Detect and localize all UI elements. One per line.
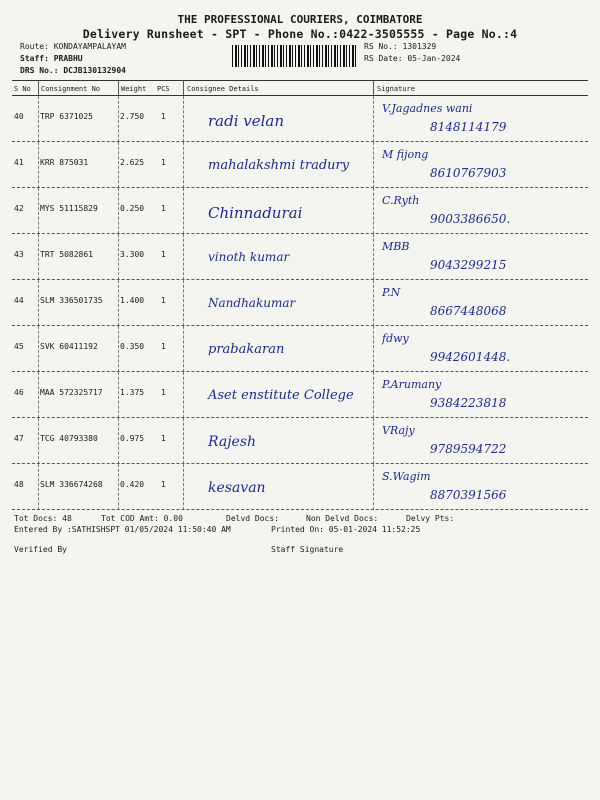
row-divider (118, 96, 119, 142)
table-row (12, 372, 588, 418)
col-consignee: Consignee Details (187, 85, 259, 93)
table-row (12, 142, 588, 188)
row-weight: 2.750 (120, 112, 145, 121)
row-pieces: 1 (161, 388, 166, 397)
row-pieces: 1 (161, 158, 166, 167)
row-weight: 0.350 (120, 342, 145, 351)
row-divider (183, 372, 184, 418)
row-divider (118, 188, 119, 234)
row-divider (118, 464, 119, 510)
row-divider (38, 280, 39, 326)
verified-by: Verified By (14, 545, 67, 554)
row-weight: 3.300 (120, 250, 145, 259)
consignee-name: radi velan (208, 112, 285, 130)
row-weight: 1.400 (120, 296, 145, 305)
row-divider (183, 418, 184, 464)
row-consignment-number: MYS 51115829 (40, 204, 98, 213)
col-divider (373, 80, 374, 95)
recipient-phone: 9003386650. (430, 212, 511, 226)
recipient-signature: MBB (382, 240, 410, 253)
row-pieces: 1 (161, 480, 166, 489)
row-consignment-number: TRT 5082861 (40, 250, 93, 259)
row-divider (38, 234, 39, 280)
table-row (12, 234, 588, 280)
row-consignment-number: MAA 572325717 (40, 388, 103, 397)
col-pcs: PCS (157, 85, 170, 93)
consignee-name: Chinnadurai (208, 204, 303, 222)
recipient-signature: V.Jagadnes wani (382, 102, 473, 115)
delivered-docs: Delvd Docs: (226, 514, 279, 523)
row-divider (38, 464, 39, 510)
header-top-rule (12, 80, 588, 81)
recipient-signature: fdwy (382, 332, 409, 345)
row-pieces: 1 (161, 342, 166, 351)
row-divider (38, 372, 39, 418)
row-divider (118, 280, 119, 326)
row-divider (373, 464, 374, 510)
consignee-name: Aset enstitute College (208, 388, 354, 403)
row-pieces: 1 (161, 204, 166, 213)
row-consignment-number: TCG 40793380 (40, 434, 98, 443)
col-signature: Signature (377, 85, 415, 93)
consignee-name: vinoth kumar (208, 250, 290, 264)
recipient-signature: S.Wagim (382, 470, 431, 483)
barcode (232, 45, 358, 67)
row-divider (118, 142, 119, 188)
staff-signature: Staff Signature (271, 545, 344, 554)
recipient-signature: P.Arumany (382, 378, 442, 391)
recipient-signature: P.N (382, 286, 401, 299)
recipient-signature: C.Ryth (382, 194, 420, 207)
drs-number: DRS No.: DCJB130132904 (20, 66, 126, 75)
row-divider (373, 142, 374, 188)
delivery-points: Delvy Pts: (406, 514, 455, 523)
row-divider (183, 464, 184, 510)
recipient-phone: 9043299215 (430, 258, 507, 272)
row-sno: 44 (14, 296, 24, 305)
row-weight: 0.420 (120, 480, 145, 489)
row-pieces: 1 (161, 112, 166, 121)
row-pieces: 1 (161, 296, 166, 305)
company-title: THE PROFESSIONAL COURIERS, COIMBATORE (177, 13, 423, 26)
rs-number: RS No.: 1301329 (364, 42, 437, 51)
row-divider (183, 96, 184, 142)
row-weight: 1.375 (120, 388, 145, 397)
col-divider (183, 80, 184, 95)
recipient-phone: 8148114179 (430, 120, 507, 134)
recipient-phone: 8610767903 (430, 166, 507, 180)
row-divider (118, 326, 119, 372)
route: Route: KONDAYAMPALAYAM (20, 42, 126, 51)
row-weight: 2.625 (120, 158, 145, 167)
row-divider (373, 372, 374, 418)
row-sno: 41 (14, 158, 24, 167)
row-sno: 40 (14, 112, 24, 121)
col-divider (118, 80, 119, 95)
total-cod: Tot COD Amt: 0.00 (101, 514, 183, 523)
col-sno: S No (14, 85, 31, 93)
row-consignment-number: KRR 875031 (40, 158, 89, 167)
col-consignment: Consignment No (41, 85, 101, 93)
row-divider (373, 234, 374, 280)
row-divider (373, 96, 374, 142)
consignee-name: prabakaran (208, 342, 285, 357)
recipient-phone: 9942601448. (430, 350, 511, 364)
row-sno: 43 (14, 250, 24, 259)
printed-on: Printed On: 05-01-2024 11:52:25 (271, 525, 421, 534)
row-divider (38, 188, 39, 234)
row-pieces: 1 (161, 250, 166, 259)
entered-by: Entered By :SATHISHSPT 01/05/2024 11:50:40 AM (14, 525, 231, 534)
row-weight: 0.250 (120, 204, 145, 213)
row-consignment-number: SLM 336501735 (40, 296, 103, 305)
row-divider (373, 280, 374, 326)
table-row (12, 464, 588, 510)
row-divider (118, 234, 119, 280)
row-separator (12, 509, 588, 510)
row-pieces: 1 (161, 434, 166, 443)
row-divider (38, 142, 39, 188)
recipient-phone: 8667448068 (430, 304, 507, 318)
recipient-signature: M fijong (382, 148, 429, 161)
table-row (12, 280, 588, 326)
row-divider (373, 326, 374, 372)
table-row (12, 96, 588, 142)
table-row (12, 188, 588, 234)
row-divider (38, 326, 39, 372)
table-row (12, 326, 588, 372)
recipient-phone: 9789594722 (430, 442, 507, 456)
row-divider (38, 418, 39, 464)
non-delivered-docs: Non Delvd Docs: (306, 514, 379, 523)
row-sno: 46 (14, 388, 24, 397)
consignee-name: kesavan (208, 480, 266, 496)
col-divider (38, 80, 39, 95)
row-sno: 48 (14, 480, 24, 489)
row-divider (183, 188, 184, 234)
row-consignment-number: TRP 6371025 (40, 112, 93, 121)
recipient-phone: 8870391566 (430, 488, 507, 502)
row-consignment-number: SLM 336674268 (40, 480, 103, 489)
row-sno: 47 (14, 434, 24, 443)
row-divider (183, 280, 184, 326)
rs-date: RS Date: 05-Jan-2024 (364, 54, 461, 63)
staff: Staff: PRABHU (20, 54, 83, 63)
total-docs: Tot Docs: 48 (14, 514, 72, 523)
consignee-name: mahalakshmi tradury (208, 158, 350, 173)
row-divider (183, 326, 184, 372)
row-divider (373, 188, 374, 234)
recipient-phone: 9384223818 (430, 396, 507, 410)
row-divider (38, 96, 39, 142)
consignee-name: Nandhakumar (208, 296, 296, 310)
row-divider (183, 234, 184, 280)
row-consignment-number: SVK 60411192 (40, 342, 98, 351)
row-divider (183, 142, 184, 188)
table-row (12, 418, 588, 464)
runsheet-subtitle: Delivery Runsheet - SPT - Phone No.:0422-3505555 - Page No.:4 (82, 27, 518, 41)
consignee-name: Rajesh (208, 434, 257, 450)
row-weight: 0.975 (120, 434, 145, 443)
row-sno: 42 (14, 204, 24, 213)
row-divider (373, 418, 374, 464)
row-divider (118, 418, 119, 464)
row-sno: 45 (14, 342, 24, 351)
recipient-signature: VRajy (382, 424, 415, 437)
col-weight: Weight (121, 85, 147, 93)
row-divider (118, 372, 119, 418)
